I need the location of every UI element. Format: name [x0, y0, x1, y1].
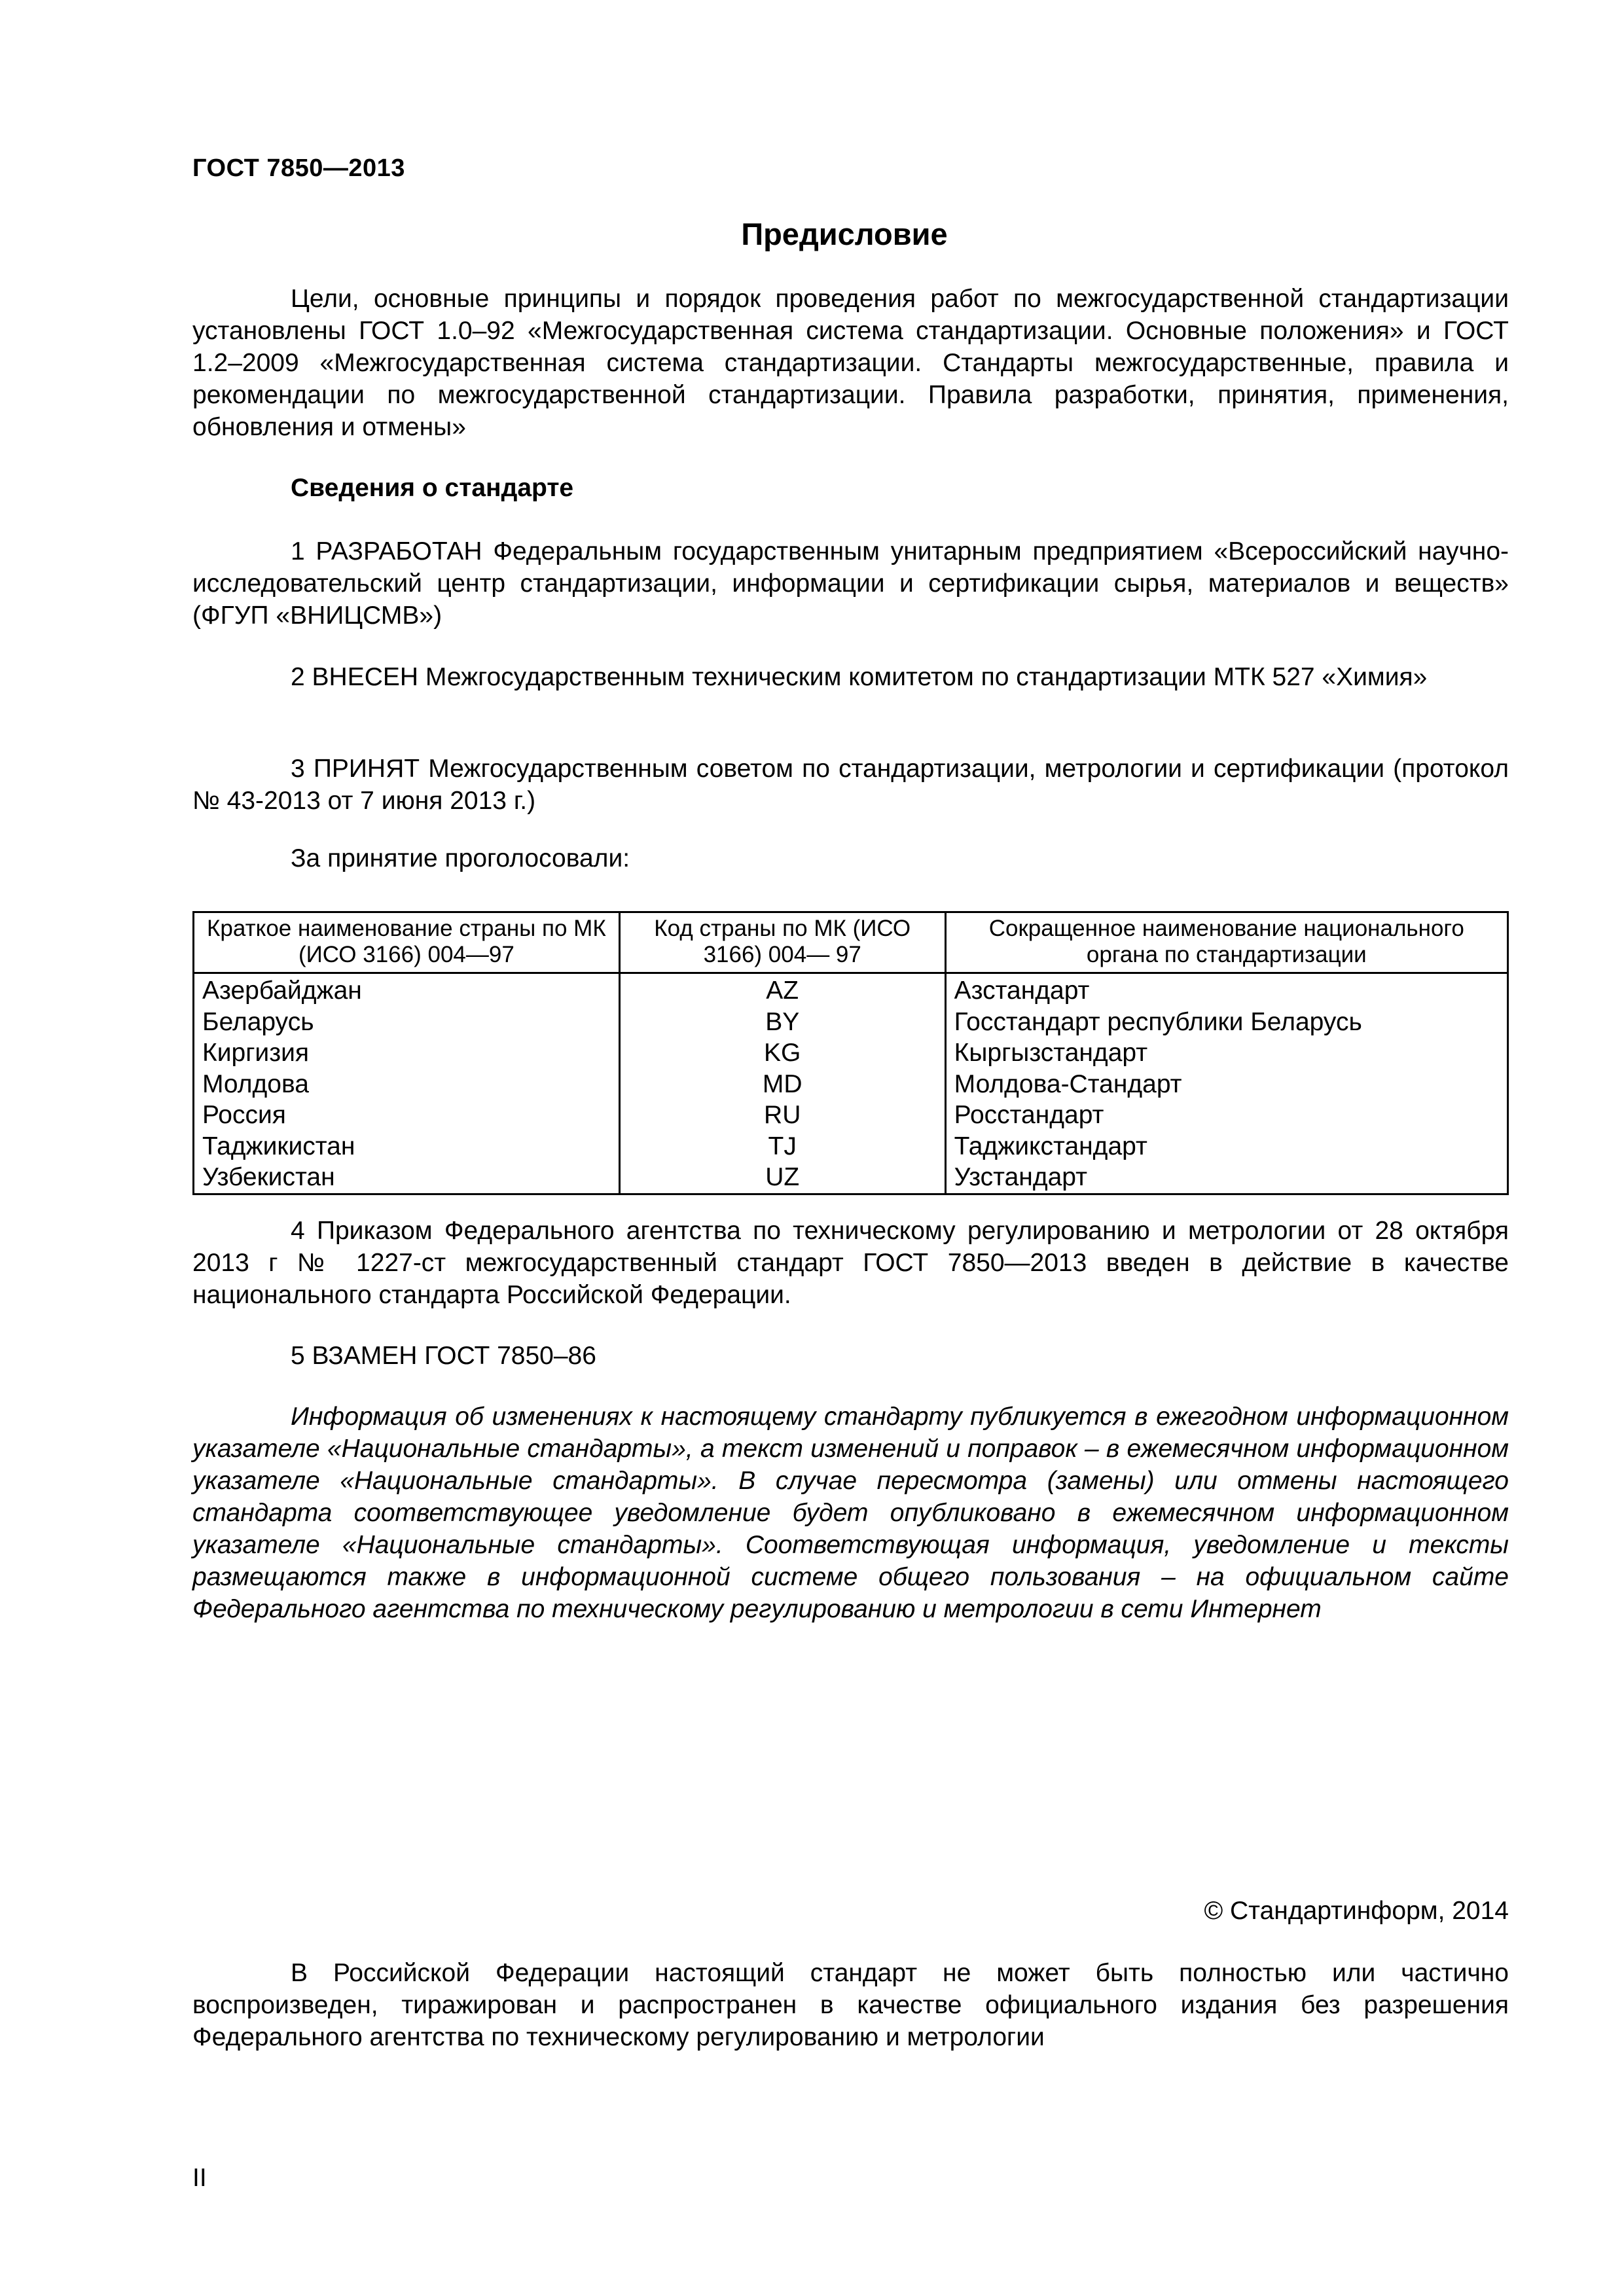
standards-body-cell: Росстандарт [945, 1100, 1507, 1131]
item-replaces: 5 ВЗАМЕН ГОСТ 7850‒86 [291, 1342, 596, 1370]
voting-countries-table [192, 911, 1509, 1195]
copyright-notice: © Стандартинформ, 2014 [1204, 1897, 1509, 1925]
table-row [194, 1007, 1508, 1038]
reproduction-notice: В Российской Федерации настоящий стандарт не может быть полностью или частично воспроизведен, тиражирован и распространен в качестве официального издания без разрешения Федерального агентства по техническому регулированию и метрологии [192, 1959, 1509, 2051]
country-code-cell: AZ [619, 973, 945, 1007]
page-number: II [192, 2164, 207, 2192]
country-cell: Россия [194, 1100, 620, 1131]
country-cell: Киргизия [194, 1037, 620, 1069]
country-code-cell: RU [619, 1100, 945, 1131]
standards-body-cell: Госстандарт республики Беларусь [945, 1007, 1507, 1038]
country-cell: Молдова [194, 1069, 620, 1100]
item-enacted: 4 Приказом Федерального агентства по техническому регулированию и метрологии от 28 октября 2013 г № 1227-ст межгосударственный стандарт ГОСТ 7850—2013 введен в действие в качестве национального стандарта Российской Федерации. [192, 1217, 1509, 1309]
country-code-cell: KG [619, 1037, 945, 1069]
voted-label: За принятие проголосовали: [291, 844, 630, 872]
page-title: Предисловие [741, 217, 948, 251]
changes-info-paragraph: Информация об изменениях к настоящему стандарту публикуется в ежегодном информационном указателе «Национальные стандарты», а текст изменений и поправок – в ежемесячном информационном указателе «Национальные стандарты». В случае пересмотра (замены) или отмены настоящего стандарта соответствующее уведомление будет опубликовано в ежемесячном информационном указателе «Национальные стандарты». Соответствующая информация, уведомление и тексты размещаются также в информационной системе общего пользования – на официальном сайте Федерального агентства по техническому регулированию и метрологии в сети Интернет [192, 1403, 1509, 1623]
country-code-cell: TJ [619, 1131, 945, 1162]
country-cell: Узбекистан [194, 1162, 620, 1194]
item-submitted: 2 ВНЕСЕН Межгосударственным техническим комитетом по стандартизации МТК 527 «Химия» [291, 663, 1428, 691]
table-row [194, 1037, 1508, 1069]
standards-body-cell: Кыргызстандарт [945, 1037, 1507, 1069]
country-code-cell: BY [619, 1007, 945, 1038]
country-cell: Азербайджан [194, 973, 620, 1007]
country-cell: Таджикистан [194, 1131, 620, 1162]
column-header-code: Код страны по МК (ИСО 3166) 004— 97 [619, 912, 945, 973]
standards-body-cell: Таджикстандарт [945, 1131, 1507, 1162]
section-heading: Сведения о стандарте [291, 474, 574, 502]
table-row [194, 1162, 1508, 1194]
standards-body-cell: Молдова-Стандарт [945, 1069, 1507, 1100]
intro-paragraph: Цели, основные принципы и порядок проведения работ по межгосударственной стандартизации установлены ГОСТ 1.0–92 «Межгосударственная система стандартизации. Основные положения» и ГОСТ 1.2–2009 «Межгосударственная система стандартизации. Стандарты межгосударственные, правила и рекомендации по межгосударственной стандартизации. Правила разработки, принятия, применения, обновления и отмены» [192, 285, 1509, 441]
standards-body-cell: Азстандарт [945, 973, 1507, 1007]
table-row [194, 1100, 1508, 1131]
column-header-body: Сокращенное наименование национального органа по стандартизации [945, 912, 1507, 973]
item-adopted: 3 ПРИНЯТ Межгосударственным советом по стандартизации, метрологии и сертификации (протокол № 43-2013 от 7 июня 2013 г.) [192, 755, 1509, 815]
table-row [194, 973, 1508, 1007]
document-code-header: ГОСТ 7850—2013 [192, 154, 405, 182]
table-row [194, 1131, 1508, 1162]
country-code-cell: UZ [619, 1162, 945, 1194]
table-row [194, 1069, 1508, 1100]
country-cell: Беларусь [194, 1007, 620, 1038]
item-developed: 1 РАЗРАБОТАН Федеральным государственным унитарным предприятием «Всероссийский научно-исследовательский центр стандартизации, информации и сертификации сырья, материалов и веществ» (ФГУП «ВНИЦСМВ») [192, 537, 1509, 630]
standards-body-cell: Узстандарт [945, 1162, 1507, 1194]
column-header-country: Краткое наименование страны по МК (ИСО 3166) 004—97 [194, 912, 620, 973]
country-code-cell: MD [619, 1069, 945, 1100]
table-header-row [194, 912, 1508, 973]
